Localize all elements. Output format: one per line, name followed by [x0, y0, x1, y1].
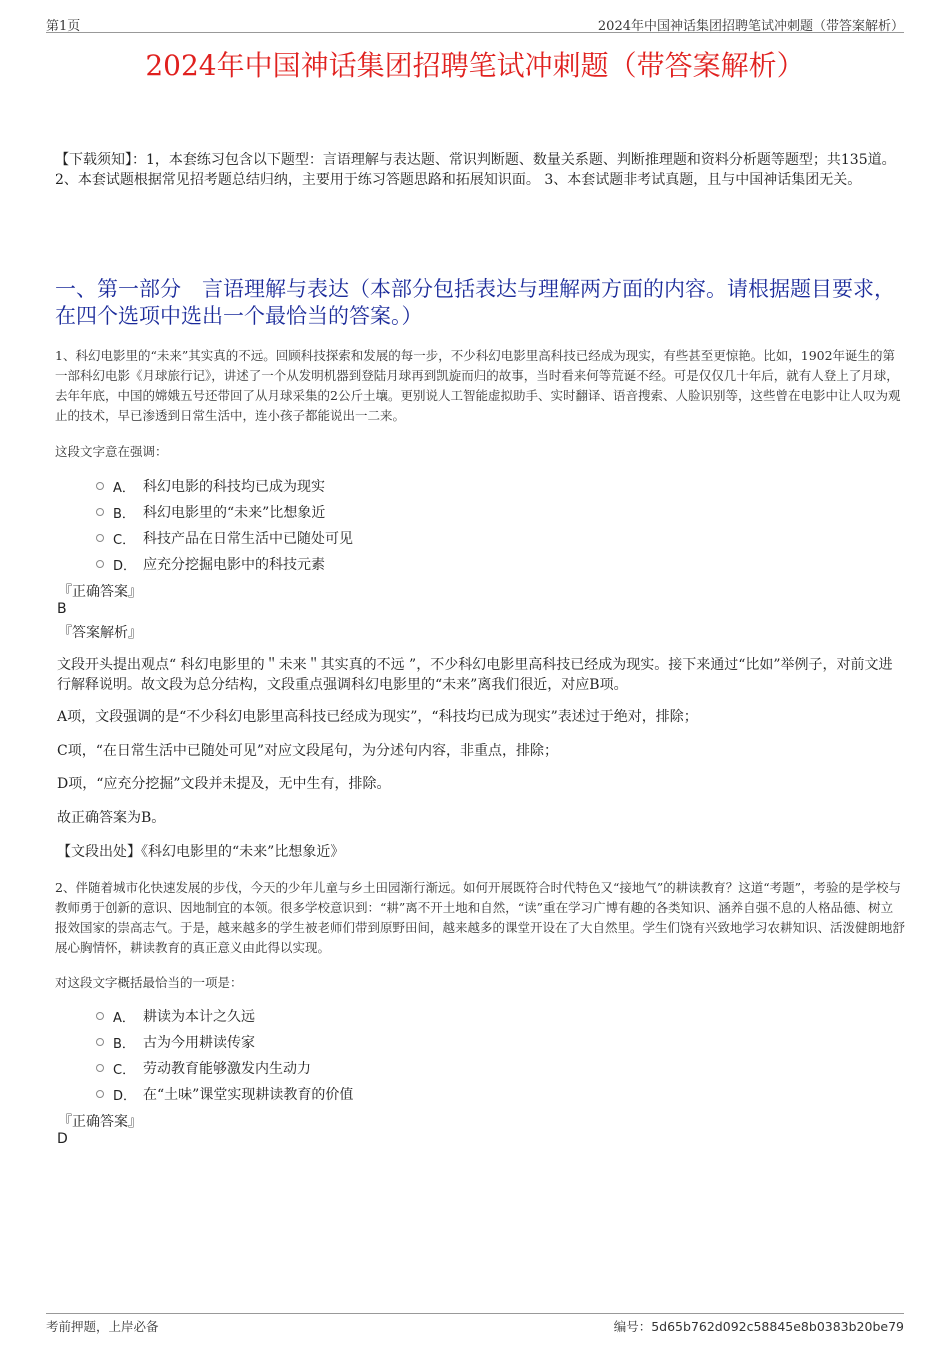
radio-icon[interactable] [96, 508, 104, 516]
radio-icon[interactable] [96, 1064, 104, 1072]
question-2-text: 2、伴随着城市化快速发展的步伐，今天的少年儿童与乡土田园渐行渐远。如何开展既符合时代特色又“接地气”的耕读教育？这道“考题”，考验的是学校与教师勇于创新的意识、因地制宜的本领。很多学校意识到：“耕”离不开土地和自然，“读”重在学习广博有趣的各类知识、涵养自强不息的人格品德、树立报效国家的崇高志气。于是，越来越多的学生被老师们带到原野田间，越来越多的课堂开设在了大自然里。学生们饶有兴致地学习农耕知识、活泼健朗地舒展心胸情怀，耕读教育的真正意义由此得以实现。 [55, 880, 906, 955]
q1-analysis-p5: 故正确答案为B。 [57, 810, 166, 826]
radio-icon[interactable] [96, 1038, 104, 1046]
header-doc-title: 2024年中国神话集团招聘笔试冲刺题（带答案解析） [597, 19, 904, 34]
question-2-prompt: 对这段文字概括最恰当的一项是： [55, 975, 243, 990]
page-number: 第1页 [46, 19, 81, 34]
q2-option-c[interactable]: C． 劳动教育能够激发内生动力 [96, 1058, 311, 1078]
section-heading: 一、第一部分 言语理解与表达（本部分包括表达与理解两方面的内容。请根据题目要求，在四个选项中选出一个最恰当的答案。） [55, 277, 895, 328]
q1-analysis-p3: C项，“在日常生活中已随处可见”对应文段尾句，为分述句内容，非重点，排除； [57, 743, 559, 759]
q2-option-a[interactable]: A． 耕读为本计之久远 [96, 1006, 255, 1026]
question-1-text: 1、科幻电影里的“未来”其实真的不远。回顾科技探索和发展的每一步，不少科幻电影里高科技已经成为现实，有些甚至更惊艳。比如，1902年诞生的第一部科幻电影《月球旅行记》，讲述了一个从发明机器到登陆月球再到凯旋而归的故事，当时看来何等荒诞不经。可是仅仅几十年后，就有人登上了月球，去年年底，中国的嫦娥五号还带回了从月球采集的2公斤土壤。更别说人工智能虚拟助手、实时翻译、语音搜索、人脸识别等，这些曾在电影中让人叹为观止的技术，早已渗透到日常生活中，连小孩子都能说出一二来。 [55, 348, 901, 423]
document-title: 2024年中国神话集团招聘笔试冲刺题（带答案解析） [145, 49, 805, 82]
q1-answer: B [57, 601, 67, 617]
page-footer [46, 1313, 904, 1334]
q1-answer-label: 『正确答案』 [58, 584, 142, 600]
radio-icon[interactable] [96, 482, 104, 490]
question-1-prompt: 这段文字意在强调： [55, 444, 168, 459]
q1-analysis-p4: D项，“应充分挖掘”文段并未提及，无中生有，排除。 [57, 776, 391, 792]
q1-option-a[interactable]: A． 科幻电影的科技均已成为现实 [96, 476, 325, 496]
radio-icon[interactable] [96, 1090, 104, 1098]
q1-source: 【文段出处】《科幻电影里的“未来”比想象近》 [57, 844, 345, 860]
q1-analysis-p2: A项，文段强调的是“不少科幻电影里高科技已经成为现实”，“科技均已成为现实”表述过于绝对，排除； [57, 709, 698, 725]
q1-option-b[interactable]: B． 科幻电影里的“未来”比想象近 [96, 502, 325, 522]
q1-option-c[interactable]: C． 科技产品在日常生活中已随处可见 [96, 528, 353, 548]
q2-answer-label: 『正确答案』 [58, 1114, 142, 1130]
footer-slogan: 考前押题，上岸必备 [46, 1319, 159, 1334]
q2-option-b[interactable]: B． 古为今用耕读传家 [96, 1032, 255, 1052]
radio-icon[interactable] [96, 1012, 104, 1020]
q1-analysis-p1: 文段开头提出观点“ 科幻电影里的＂未来＂其实真的不远 ”，不少科幻电影里高科技已经成为现实。接下来通过“比如”举例子，对前文进行解释说明。故文段为总分结构，文段重点强调科幻电影里的“未来”离我们很近，对应B项。 [57, 657, 893, 693]
q2-option-d[interactable]: D． 在“土味”课堂实现耕读教育的价值 [96, 1084, 353, 1104]
q2-answer: D [57, 1131, 68, 1147]
radio-icon[interactable] [96, 560, 104, 568]
footer-code: 编号：5d65b762d092c58845e8b0383b20be79 [613, 1319, 904, 1334]
q1-analysis-label: 『答案解析』 [58, 625, 142, 641]
download-notice: 【下载须知】：1，本套练习包含以下题型：言语理解与表达题、常识判断题、数量关系题、判断推理题和资料分析题等题型；共135道。 2、本套试题根据常见招考题总结归纳，主要用于练习答题思路和拓展知识面。 3、本套试题非考试真题，且与中国神话集团无关。 [55, 152, 896, 188]
q1-option-d[interactable]: D． 应充分挖掘电影中的科技元素 [96, 554, 325, 574]
page-header [46, 12, 904, 33]
radio-icon[interactable] [96, 534, 104, 542]
